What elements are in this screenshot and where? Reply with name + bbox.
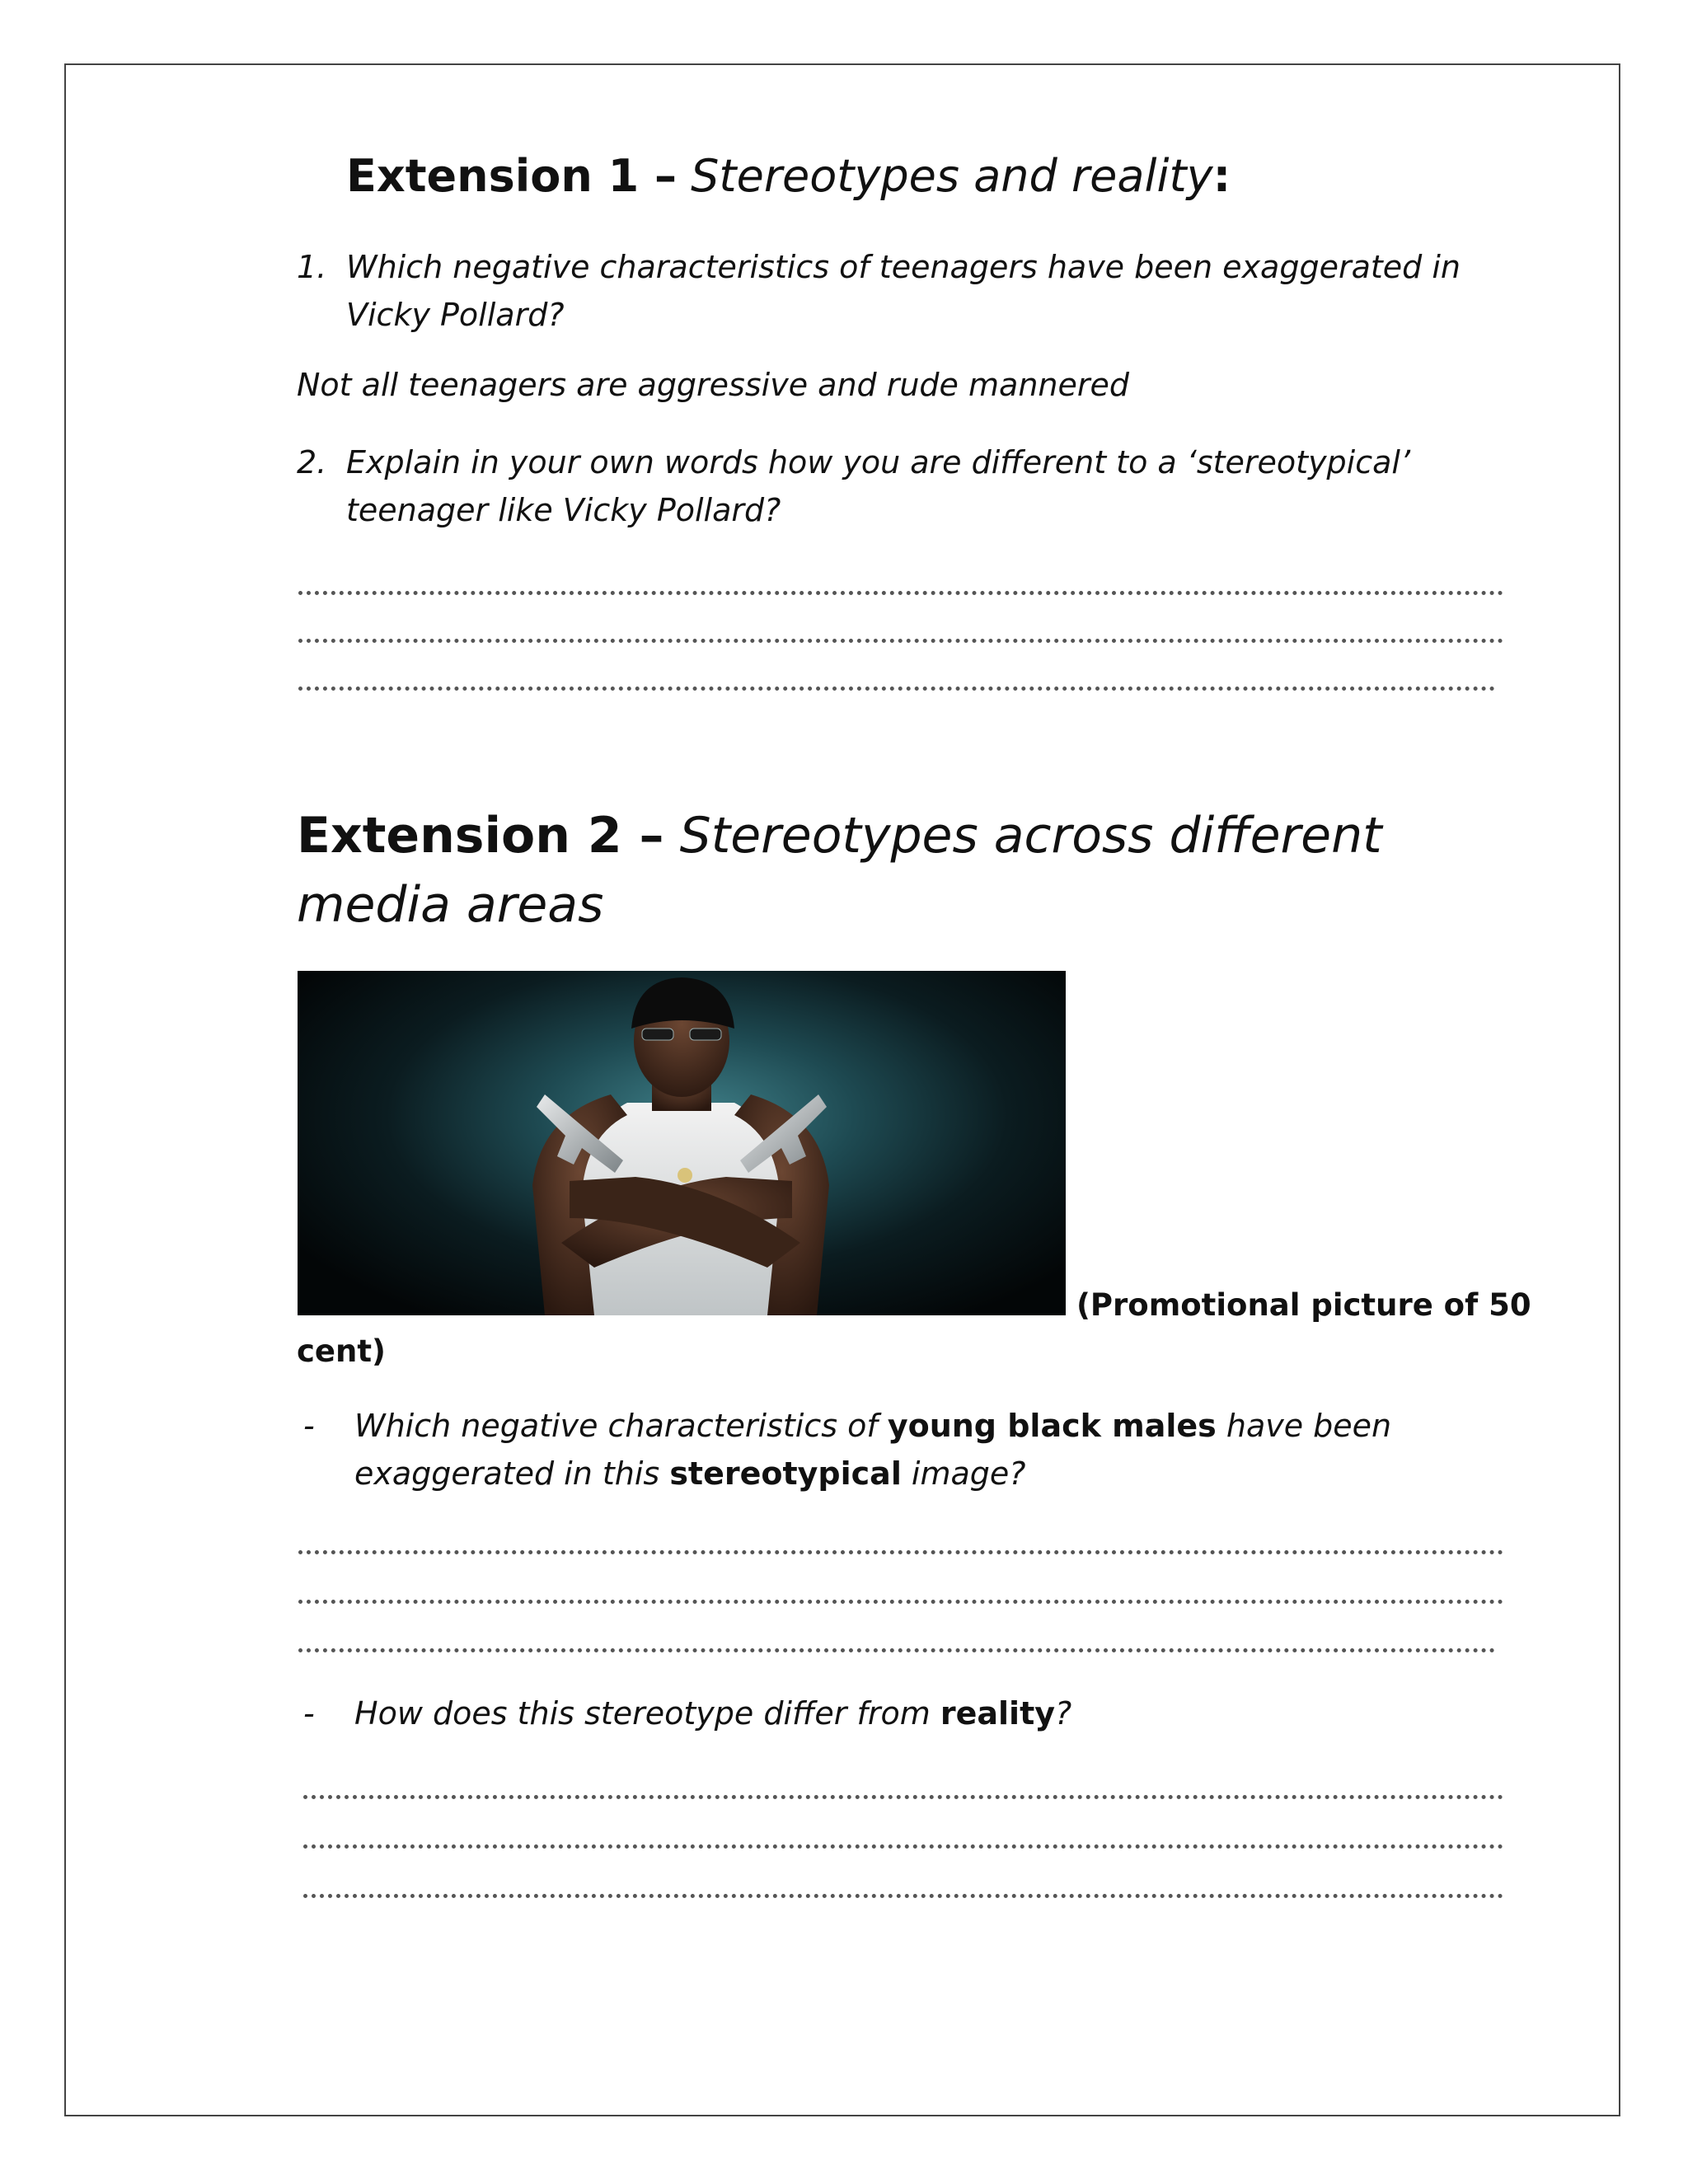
answer-line[interactable]	[298, 591, 1503, 595]
question-4	[297, 1690, 1500, 1739]
extension1-heading-italic: Stereotypes and reality	[691, 150, 1213, 202]
question-4-text	[354, 1690, 1492, 1737]
question-3-bold-2: stereotypical	[669, 1455, 902, 1492]
extension1-heading-bold: Extension 1 –	[346, 150, 677, 202]
question-1-text: Which negative characteristics of teenagers have been exaggerated in Vicky Pollard?	[346, 249, 1461, 333]
question-2-text: Explain in your own words how you are different to a ‘stereotypical’ teenager like Vicky Pollard?	[346, 444, 1411, 528]
extension1-heading	[346, 151, 1231, 202]
promotional-photo	[298, 971, 1066, 1315]
question-3-bold-1: young black males	[887, 1408, 1217, 1444]
question-3-bullet: -	[303, 1408, 315, 1444]
question-3-post: image?	[901, 1455, 1026, 1492]
question-2-number: 2.	[297, 444, 327, 480]
photo-caption-part1: (Promotional picture of 50	[1076, 1287, 1531, 1323]
question-3	[297, 1402, 1500, 1501]
question-4-bullet: -	[303, 1695, 315, 1732]
answer-line[interactable]	[298, 1648, 1495, 1652]
question-1-answer: Not all teenagers are aggressive and rude mannered	[297, 367, 1129, 403]
extension2-heading-bold: Extension 2 –	[297, 807, 664, 865]
question-3-pre: Which negative characteristics of	[354, 1408, 888, 1444]
extension2-heading	[297, 801, 1517, 940]
question-3-text	[354, 1402, 1492, 1497]
question-4-pre: How does this stereotype differ from	[354, 1695, 940, 1732]
photo-caption-part2: cent)	[297, 1333, 386, 1369]
promotional-photo-illustration	[298, 971, 1066, 1315]
answer-line[interactable]	[303, 1844, 1503, 1849]
question-3-mid: have been exaggerated in this	[354, 1408, 1392, 1492]
extension2-heading-italic: Stereotypes across different media areas	[297, 807, 1382, 934]
answer-line[interactable]	[298, 639, 1503, 643]
question-1	[297, 243, 1500, 342]
answer-line[interactable]	[298, 1550, 1503, 1554]
extension1-heading-colon: :	[1212, 150, 1231, 202]
question-4-post: ?	[1055, 1695, 1072, 1732]
answer-line[interactable]	[298, 1600, 1503, 1604]
question-1-number: 1.	[297, 249, 327, 285]
answer-line[interactable]	[298, 687, 1495, 691]
answer-line[interactable]	[303, 1795, 1503, 1799]
answer-line[interactable]	[303, 1894, 1503, 1898]
question-4-bold: reality	[940, 1695, 1056, 1732]
question-2	[297, 438, 1500, 537]
